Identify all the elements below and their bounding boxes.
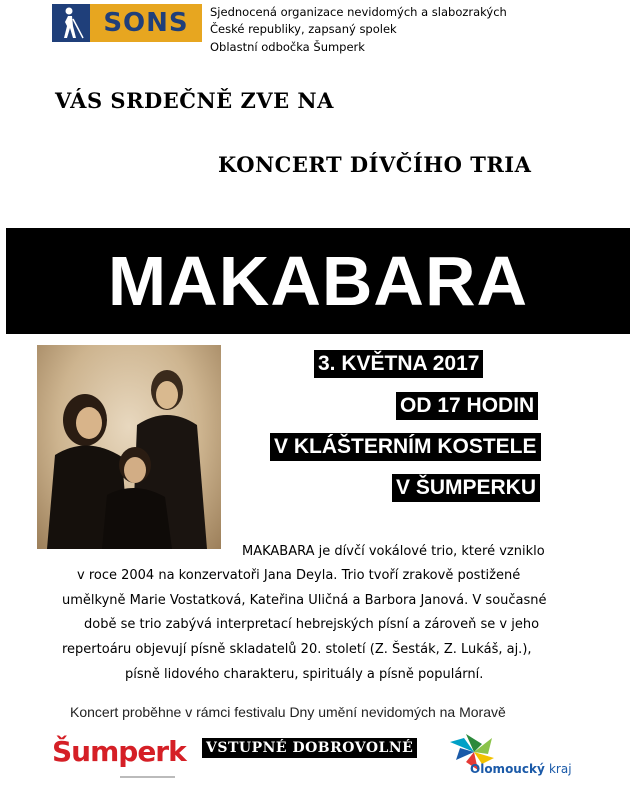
description-line: v roce 2004 na konzervatoři Jana Deyla. Trio tvoří zrakově postižené (77, 568, 521, 583)
description-line: MAKABARA je dívčí vokálové trio, které vzniklo (242, 544, 545, 559)
olomoucky-kraj-logo-text: Olomoucký kraj (470, 762, 572, 776)
sons-logo-text: SONS (103, 8, 189, 38)
event-time: OD 17 HODIN (396, 392, 538, 420)
sons-logo (52, 4, 202, 42)
blind-person-icon (52, 4, 90, 42)
sumperk-logo-underline (120, 776, 175, 778)
entry-free-badge: VSTUPNÉ DOBROVOLNÉ (202, 738, 417, 758)
description-line: umělkyně Marie Vostatková, Kateřina Uličná a Barbora Janová. V současné (62, 593, 547, 608)
band-title: MAKABARA (107, 242, 529, 320)
invite-line-2: KONCERT DÍVČÍHO TRIA (218, 152, 532, 177)
event-town: V ŠUMPERKU (392, 474, 540, 502)
description-line: repertoáru objevují písně skladatelů 20. století (Z. Šesták, Z. Lukáš, aj.), (62, 642, 532, 657)
org-line-2: České republiky, zapsaný spolek (210, 22, 397, 36)
festival-note: Koncert proběhne v rámci festivalu Dny umění nevidomých na Moravě (70, 704, 506, 720)
invite-line-1: VÁS SRDEČNĚ ZVE NA (55, 88, 334, 113)
sumperk-logo: Šumperk (52, 735, 186, 768)
event-place: V KLÁŠTERNÍM KOSTELE (270, 433, 541, 461)
description-line: písně lidového charakteru, spirituály a písně populární. (125, 667, 484, 682)
trio-photo (37, 345, 221, 549)
org-line-3: Oblastní odbočka Šumperk (210, 40, 365, 54)
org-line-1: Sjednocená organizace nevidomých a slabozrakých (210, 5, 507, 19)
description-line: době se trio zabývá interpretací hebrejských písní a zároveň se v jeho (84, 617, 540, 632)
event-date: 3. KVĚTNA 2017 (314, 350, 483, 378)
